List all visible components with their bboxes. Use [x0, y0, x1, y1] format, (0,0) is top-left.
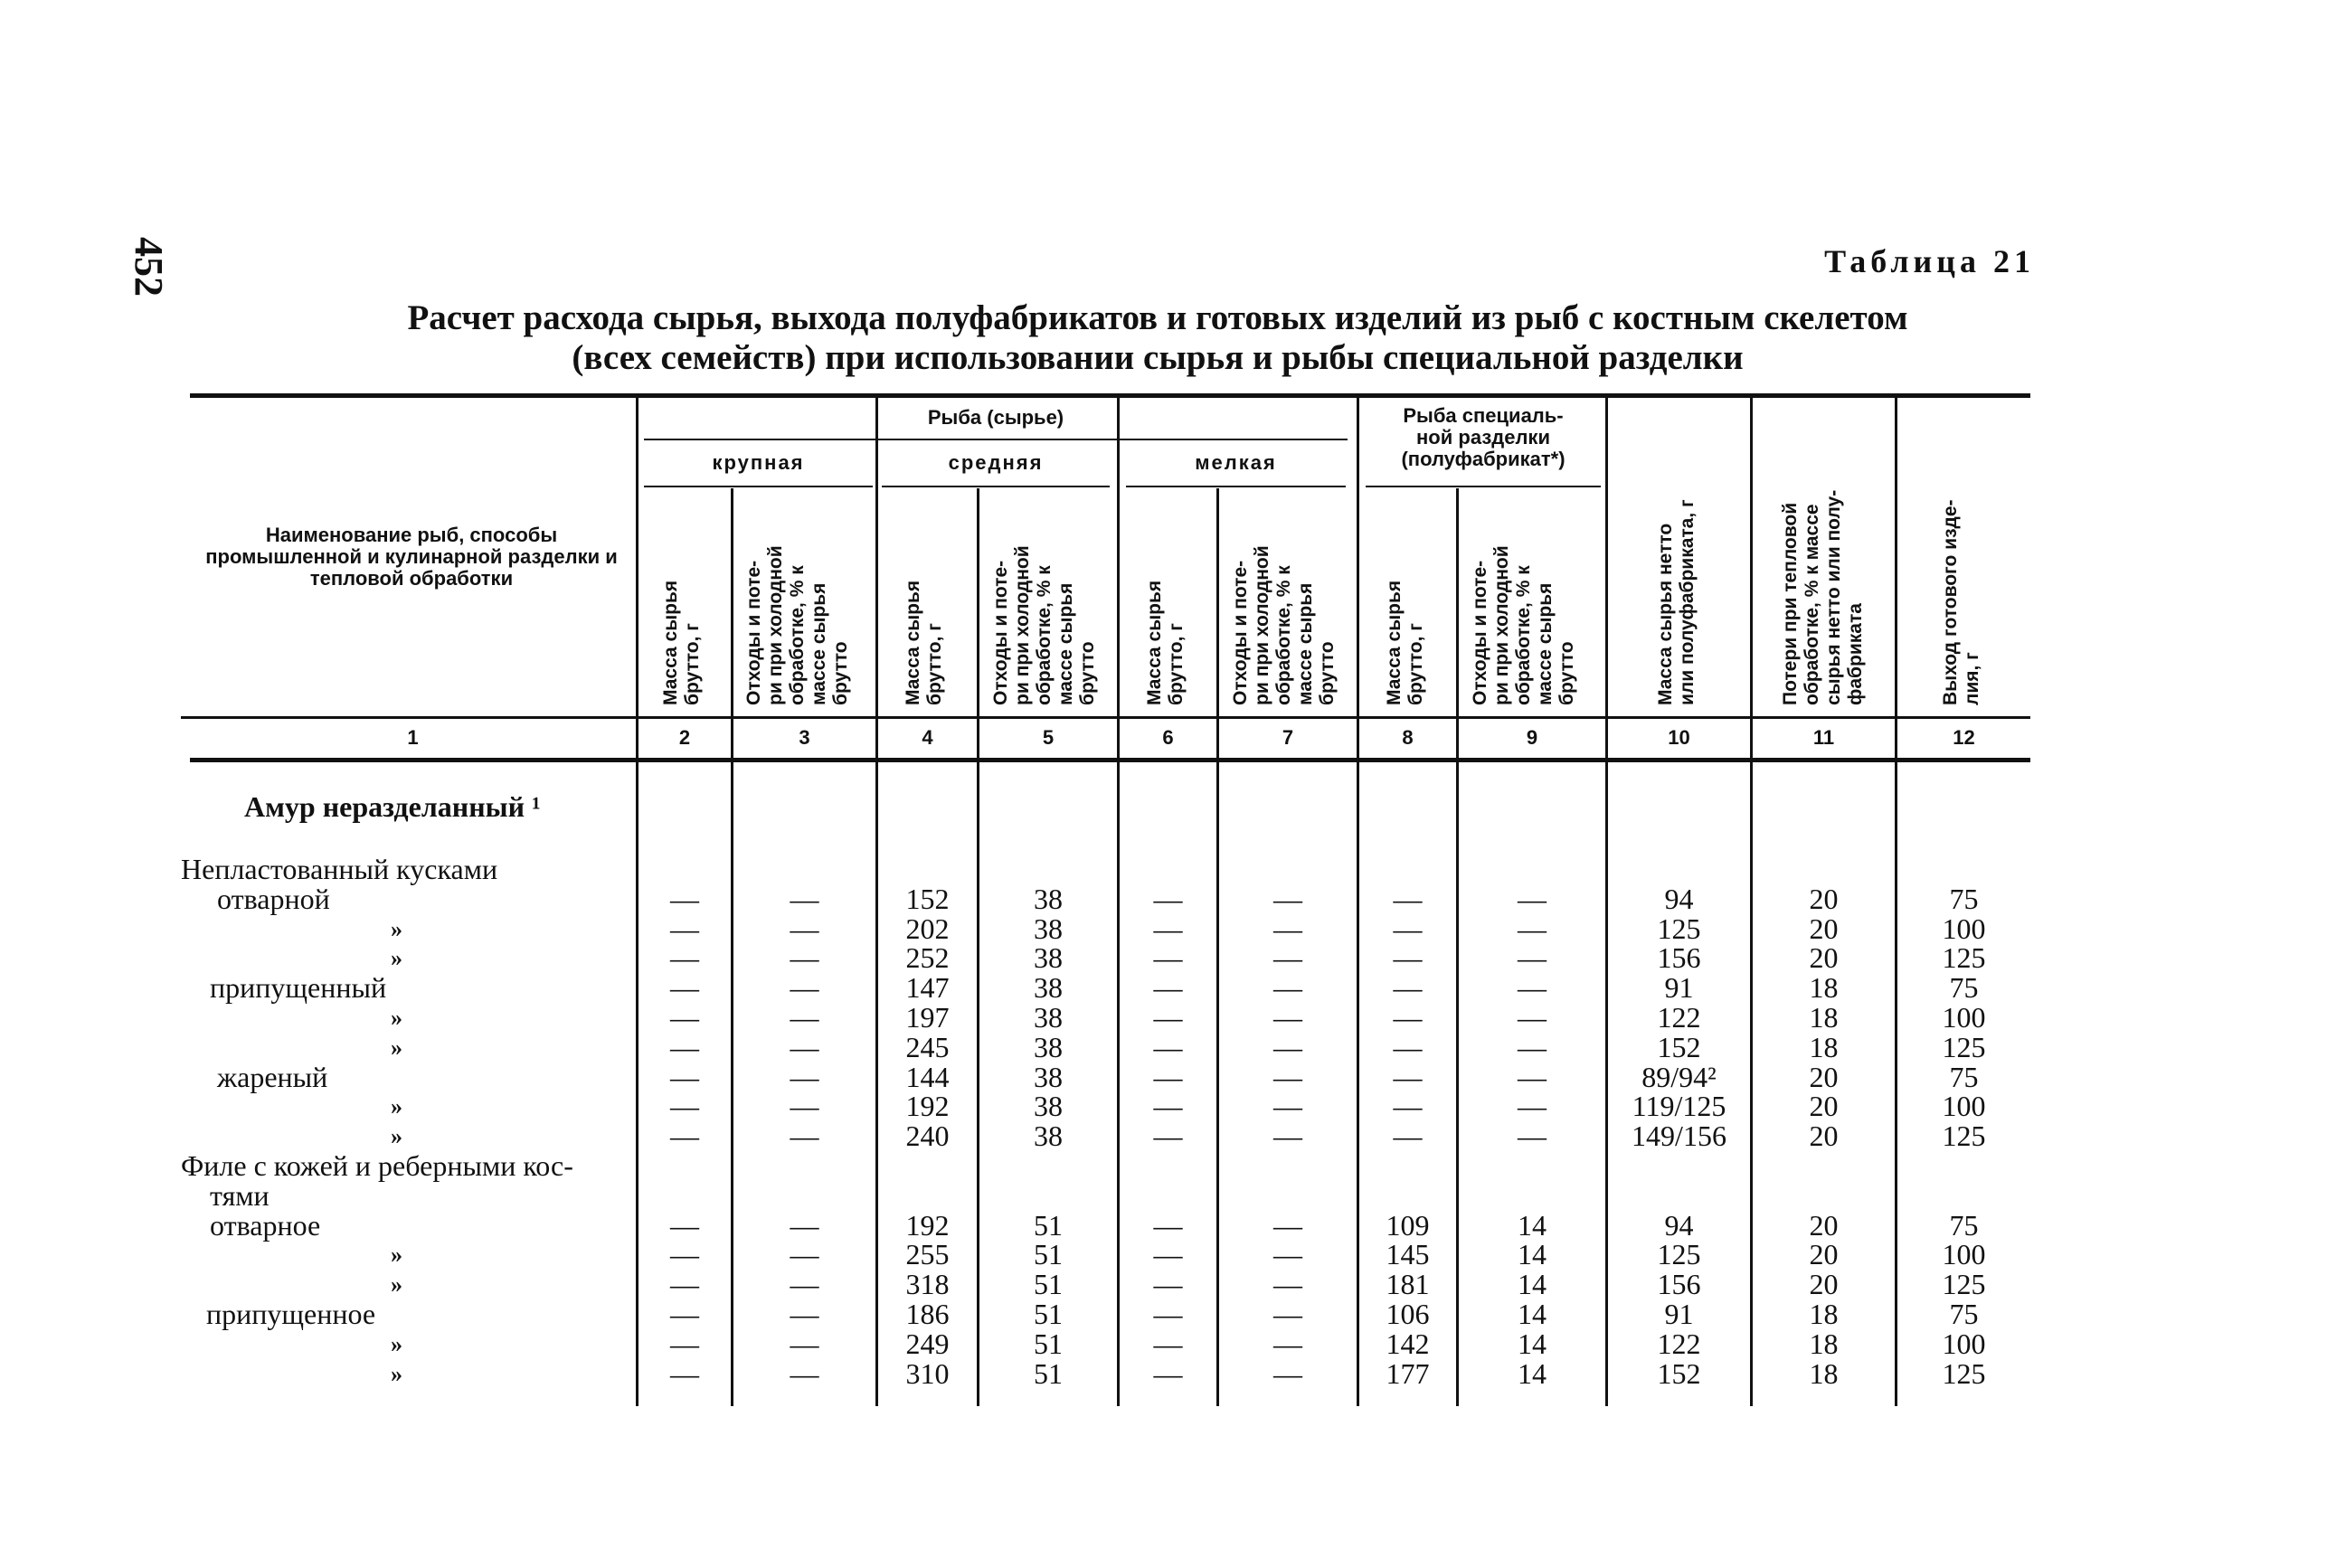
column-number: 3 [799, 726, 810, 749]
header-small-gross: Масса сырья брутто, г [1144, 580, 1187, 705]
dash-cell: — [1273, 912, 1302, 945]
dash-cell: — [790, 1030, 819, 1063]
header-medium: средняя [948, 451, 1044, 474]
header-small-waste: Отходы и поте- ри при холодной обработке, % к массе сырья брутто [1230, 545, 1338, 705]
dash-cell: — [1273, 1327, 1302, 1360]
dash-cell: — [1153, 1298, 1183, 1330]
column-number: 4 [922, 726, 933, 749]
value-cell: 202 [905, 912, 950, 945]
dash-cell: — [670, 1030, 699, 1063]
value-cell: 125 [1657, 1238, 1701, 1271]
value-cell: 186 [905, 1298, 950, 1330]
dash-cell: — [1153, 1030, 1183, 1063]
value-cell: 14 [1518, 1298, 1547, 1330]
value-cell: 177 [1386, 1356, 1430, 1390]
dash-cell: — [1153, 1119, 1183, 1153]
value-cell: 14 [1518, 1238, 1547, 1271]
header-special [1366, 405, 1601, 470]
value-cell: 192 [905, 1090, 950, 1123]
row-label: припущенное [206, 1298, 376, 1330]
dash-cell: — [670, 1298, 699, 1330]
dash-cell: — [1393, 971, 1423, 1005]
dash-cell: — [1518, 882, 1547, 915]
dash-cell: — [1273, 1208, 1302, 1242]
column-number: 11 [1812, 726, 1835, 749]
header-medium-gross: Масса сырья брутто, г [903, 580, 945, 705]
header-name-column: Наименование рыб, способы промышленной и кулинарной разделки и тепловой обработки [205, 524, 618, 590]
dash-cell: — [1273, 882, 1302, 915]
special-rule [1366, 486, 1601, 487]
value-cell: 14 [1518, 1268, 1547, 1301]
dash-cell: — [670, 1090, 699, 1123]
header-heat-loss: Потери при тепловой обработке, % к массе сырья нетто или полу- фабриката [1780, 489, 1866, 705]
small-rule [1126, 486, 1346, 487]
header-special-gross: Масса сырья брутто, г [1384, 580, 1426, 705]
header-special-line-2: ной разделки [1416, 426, 1550, 449]
dash-cell: — [1273, 1356, 1302, 1390]
row-label: отварное [210, 1208, 321, 1242]
dash-cell: — [790, 1119, 819, 1153]
value-cell: 20 [1809, 1090, 1839, 1123]
dash-cell: — [1273, 1298, 1302, 1330]
dash-cell: — [1518, 1001, 1547, 1034]
value-cell: 125 [1942, 1356, 1986, 1390]
dash-cell: — [670, 882, 699, 915]
column-number: 12 [1953, 726, 1975, 749]
value-cell: 20 [1809, 941, 1839, 975]
dash-cell: — [1518, 1060, 1547, 1093]
header-small: мелкая [1195, 451, 1277, 474]
value-cell: 18 [1809, 1030, 1839, 1063]
medium-rule [882, 486, 1110, 487]
value-cell: 38 [1034, 912, 1063, 945]
value-cell: 14 [1518, 1208, 1547, 1242]
value-cell: 51 [1034, 1356, 1063, 1390]
ditto-mark: » [391, 1034, 402, 1061]
row-label: припущенный [210, 971, 387, 1005]
dash-cell: — [790, 1238, 819, 1271]
dash-cell: — [1273, 1001, 1302, 1034]
value-cell: 119/125 [1632, 1090, 1726, 1123]
dash-cell: — [670, 971, 699, 1005]
value-cell: 14 [1518, 1356, 1547, 1390]
dash-cell: — [1273, 1030, 1302, 1063]
dash-cell: — [1393, 941, 1423, 975]
value-cell: 149/156 [1632, 1119, 1726, 1153]
dash-cell: — [670, 1001, 699, 1034]
value-cell: 94 [1664, 882, 1694, 915]
ditto-mark: » [391, 1242, 402, 1269]
dash-cell: — [790, 971, 819, 1005]
header-special-line-1: Рыба специаль- [1403, 404, 1564, 427]
dash-cell: — [1518, 941, 1547, 975]
dash-cell: — [1153, 1238, 1183, 1271]
value-cell: 51 [1034, 1268, 1063, 1301]
value-cell: 106 [1386, 1298, 1430, 1330]
dash-cell: — [1153, 1001, 1183, 1034]
value-cell: 51 [1034, 1298, 1063, 1330]
ditto-mark: » [391, 1330, 402, 1357]
dash-cell: — [670, 912, 699, 945]
dash-cell: — [1393, 1119, 1423, 1153]
dash-cell: — [670, 1208, 699, 1242]
header-output: Выход готового изде- лия, г [1940, 499, 1982, 705]
value-cell: 51 [1034, 1327, 1063, 1360]
dash-cell: — [670, 1119, 699, 1153]
ditto-mark: » [391, 1093, 402, 1120]
title-line-1: Расчет расхода сырья, выхода полуфабрикатов и готовых изделий из рыб с костным скелетом [407, 298, 1908, 337]
dash-cell: — [1518, 1119, 1547, 1153]
value-cell: 20 [1809, 1060, 1839, 1093]
dash-cell: — [1273, 971, 1302, 1005]
value-cell: 38 [1034, 1090, 1063, 1123]
value-cell: 38 [1034, 941, 1063, 975]
value-cell: 100 [1942, 1001, 1986, 1034]
dash-cell: — [1153, 1060, 1183, 1093]
value-cell: 75 [1949, 882, 1979, 915]
dash-cell: — [1273, 1060, 1302, 1093]
value-cell: 75 [1949, 1208, 1979, 1242]
value-cell: 20 [1809, 1208, 1839, 1242]
dash-cell: — [1393, 1090, 1423, 1123]
header-large: крупная [712, 451, 805, 474]
value-cell: 94 [1664, 1208, 1694, 1242]
dash-cell: — [1153, 1327, 1183, 1360]
dash-cell: — [1273, 1090, 1302, 1123]
dash-cell: — [790, 1090, 819, 1123]
value-cell: 245 [905, 1030, 950, 1063]
dash-cell: — [790, 1298, 819, 1330]
value-cell: 249 [905, 1327, 950, 1360]
value-cell: 125 [1942, 1030, 1986, 1063]
ditto-mark: » [391, 915, 402, 942]
dash-cell: — [790, 1327, 819, 1360]
value-cell: 89/94² [1641, 1060, 1717, 1093]
large-rule [644, 486, 873, 487]
value-cell: 38 [1034, 1001, 1063, 1034]
dash-cell: — [790, 1060, 819, 1093]
ditto-mark: » [391, 1271, 402, 1299]
value-cell: 38 [1034, 1060, 1063, 1093]
table-label: Таблица 21 [1824, 243, 2035, 279]
value-cell: 14 [1518, 1327, 1547, 1360]
ditto-mark: » [391, 945, 402, 972]
dash-cell: — [1153, 1268, 1183, 1301]
value-cell: 147 [905, 971, 950, 1005]
value-cell: 197 [905, 1001, 950, 1034]
value-cell: 18 [1809, 1356, 1839, 1390]
header-medium-waste: Отходы и поте- ри при холодной обработке, % к массе сырья брутто [990, 545, 1098, 705]
dash-cell: — [1518, 971, 1547, 1005]
dash-cell: — [790, 882, 819, 915]
value-cell: 181 [1386, 1268, 1430, 1301]
header-large-gross: Масса сырья брутто, г [660, 580, 703, 705]
header-bottom-rule [181, 716, 2030, 719]
value-cell: 38 [1034, 971, 1063, 1005]
value-cell: 318 [905, 1268, 950, 1301]
value-cell: 125 [1942, 1119, 1986, 1153]
value-cell: 91 [1664, 1298, 1694, 1330]
table-title [271, 298, 2044, 378]
value-cell: 240 [905, 1119, 950, 1153]
column-number: 1 [407, 726, 419, 749]
dash-cell: — [790, 1208, 819, 1242]
dash-cell: — [670, 1356, 699, 1390]
value-cell: 20 [1809, 1238, 1839, 1271]
dash-cell: — [670, 1238, 699, 1271]
header-large-waste: Отходы и поте- ри при холодной обработке, % к массе сырья брутто [743, 545, 851, 705]
value-cell: 51 [1034, 1208, 1063, 1242]
column-number: 7 [1282, 726, 1294, 749]
value-cell: 152 [905, 882, 950, 915]
dash-cell: — [1273, 1119, 1302, 1153]
dash-cell: — [1393, 1060, 1423, 1093]
value-cell: 100 [1942, 1327, 1986, 1360]
value-cell: 75 [1949, 971, 1979, 1005]
colnum-bottom-rule [190, 758, 2030, 762]
dash-cell: — [1518, 912, 1547, 945]
dash-cell: — [1153, 1356, 1183, 1390]
ditto-mark: » [391, 1123, 402, 1150]
dash-cell: — [670, 941, 699, 975]
dash-cell: — [1153, 882, 1183, 915]
dash-cell: — [790, 1268, 819, 1301]
dash-cell: — [1153, 1208, 1183, 1242]
row-label: жареный [217, 1060, 328, 1093]
column-number: 10 [1668, 726, 1690, 749]
value-cell: 152 [1657, 1030, 1701, 1063]
top-rule [190, 393, 2030, 398]
dash-cell: — [1153, 1090, 1183, 1123]
dash-cell: — [1393, 882, 1423, 915]
dash-cell: — [790, 912, 819, 945]
dash-cell: — [1273, 941, 1302, 975]
value-cell: 192 [905, 1208, 950, 1242]
header-special-line-3: (полуфабрикат*) [1401, 448, 1566, 470]
value-cell: 20 [1809, 1119, 1839, 1153]
value-cell: 310 [905, 1356, 950, 1390]
value-cell: 18 [1809, 971, 1839, 1005]
dash-cell: — [1393, 912, 1423, 945]
value-cell: 156 [1657, 1268, 1701, 1301]
ditto-mark: » [391, 1005, 402, 1031]
value-cell: 100 [1942, 1238, 1986, 1271]
ditto-mark: » [391, 1360, 402, 1387]
dash-cell: — [670, 1268, 699, 1301]
column-number: 6 [1162, 726, 1174, 749]
dash-cell: — [1518, 1030, 1547, 1063]
dash-cell: — [1393, 1030, 1423, 1063]
section-title: Амур неразделанный ¹ [244, 790, 541, 823]
dash-cell: — [1393, 1001, 1423, 1034]
value-cell: 100 [1942, 912, 1986, 945]
value-cell: 38 [1034, 1119, 1063, 1153]
dash-cell: — [790, 941, 819, 975]
value-cell: 18 [1809, 1327, 1839, 1360]
value-cell: 91 [1664, 971, 1694, 1005]
dash-cell: — [790, 1001, 819, 1034]
dash-cell: — [1518, 1090, 1547, 1123]
value-cell: 18 [1809, 1001, 1839, 1034]
header-fish-raw: Рыба (сырье) [927, 406, 1064, 429]
value-cell: 152 [1657, 1356, 1701, 1390]
value-cell: 18 [1809, 1298, 1839, 1330]
column-number: 5 [1042, 726, 1055, 749]
value-cell: 38 [1034, 882, 1063, 915]
value-cell: 145 [1386, 1238, 1430, 1271]
row-label: Филе с кожей и реберными кос- [181, 1149, 573, 1182]
value-cell: 100 [1942, 1090, 1986, 1123]
value-cell: 122 [1657, 1327, 1701, 1360]
header-net-mass: Масса сырья нетто или полуфабриката, г [1655, 499, 1698, 705]
column-number: 9 [1526, 726, 1538, 749]
value-cell: 156 [1657, 941, 1701, 975]
value-cell: 109 [1386, 1208, 1430, 1242]
value-cell: 75 [1949, 1298, 1979, 1330]
value-cell: 125 [1942, 941, 1986, 975]
title-line-2: (всех семейств) при использовании сырья и рыбы специальной разделки [572, 338, 1744, 377]
value-cell: 144 [905, 1060, 950, 1093]
value-cell: 38 [1034, 1030, 1063, 1063]
row-label: Непластованный кусками [181, 853, 498, 885]
value-cell: 20 [1809, 912, 1839, 945]
value-cell: 122 [1657, 1001, 1701, 1034]
dash-cell: — [1153, 941, 1183, 975]
dash-cell: — [1153, 971, 1183, 1005]
fish-raw-rule [644, 439, 1348, 440]
value-cell: 20 [1809, 882, 1839, 915]
dash-cell: — [1273, 1238, 1302, 1271]
page-number: 452 [127, 237, 171, 297]
value-cell: 75 [1949, 1060, 1979, 1093]
column-number: 8 [1402, 726, 1414, 749]
column-number: 2 [678, 726, 691, 749]
value-cell: 255 [905, 1238, 950, 1271]
value-cell: 51 [1034, 1238, 1063, 1271]
dash-cell: — [1153, 912, 1183, 945]
value-cell: 142 [1386, 1327, 1430, 1360]
dash-cell: — [790, 1356, 819, 1390]
value-cell: 125 [1657, 912, 1701, 945]
dash-cell: — [670, 1060, 699, 1093]
value-cell: 20 [1809, 1268, 1839, 1301]
value-cell: 252 [905, 941, 950, 975]
row-label: отварной [217, 882, 330, 915]
dash-cell: — [670, 1327, 699, 1360]
dash-cell: — [1273, 1268, 1302, 1301]
row-label: тями [210, 1178, 270, 1212]
header-special-waste: Отходы и поте- ри при холодной обработке, % к массе сырья брутто [1470, 545, 1577, 705]
value-cell: 125 [1942, 1268, 1986, 1301]
